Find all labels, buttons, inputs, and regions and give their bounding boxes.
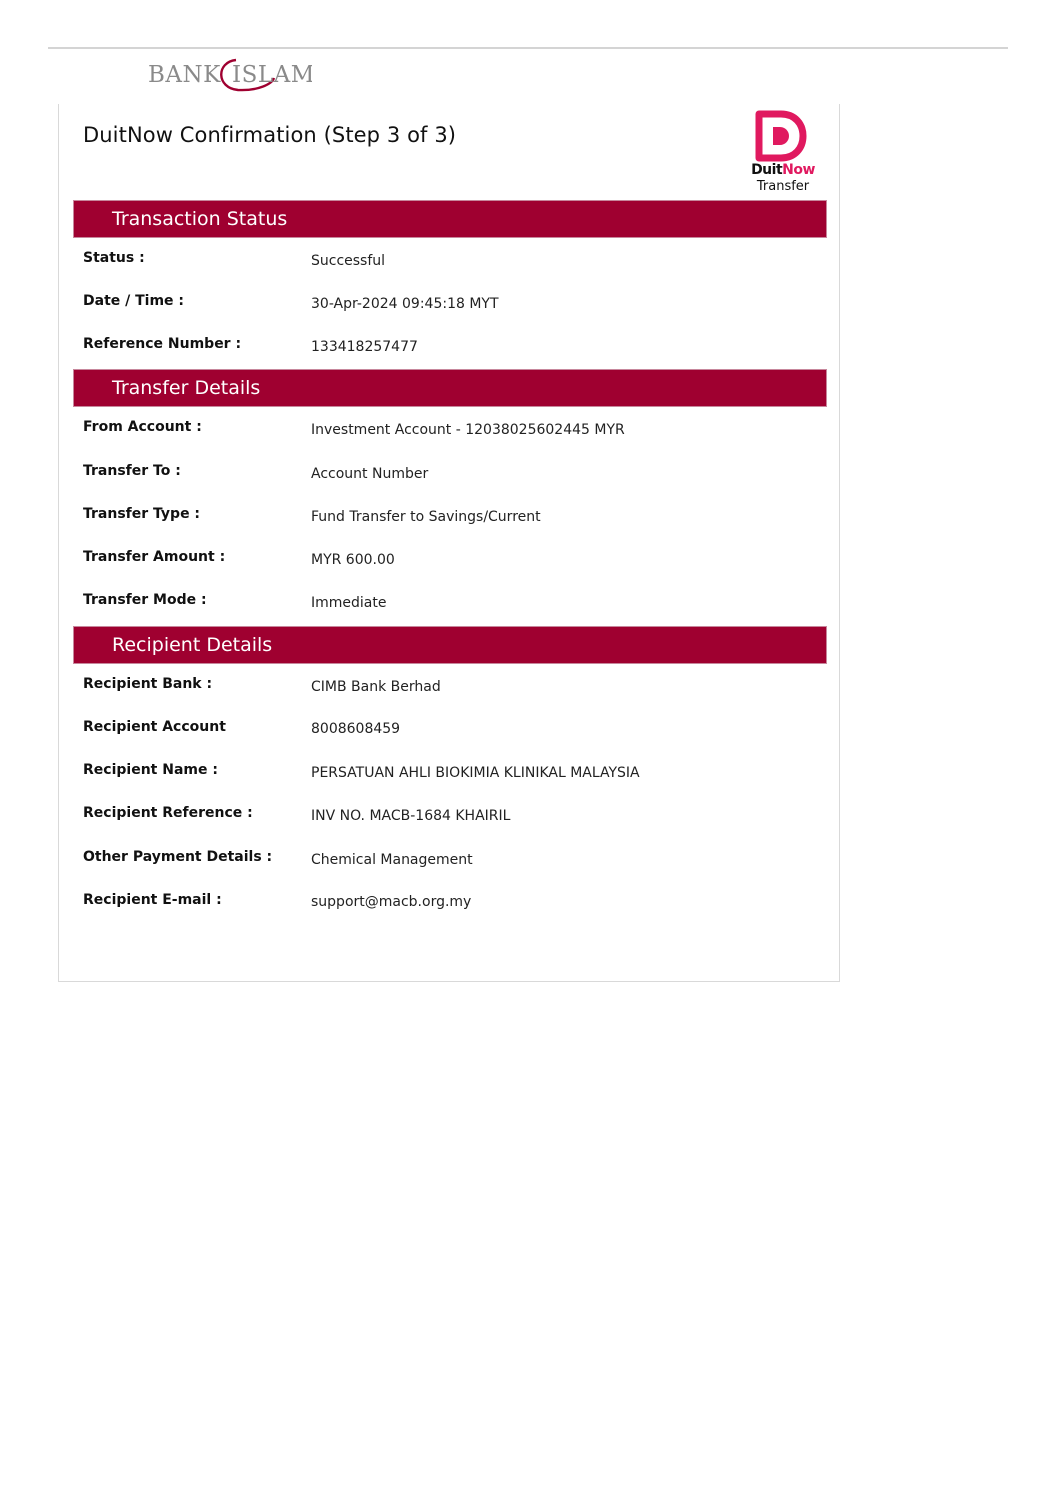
date-time-value: 30-Apr-2024 09:45:18 MYT xyxy=(311,296,499,312)
recipient-account-label: Recipient Account xyxy=(83,719,226,735)
transfer-mode-value: Immediate xyxy=(311,595,387,611)
transfer-to-value: Account Number xyxy=(311,466,429,482)
date-time-label: Date / Time : xyxy=(83,293,185,309)
duitnow-d-icon xyxy=(743,110,823,162)
from-account-value: Investment Account - 12038025602445 MYR xyxy=(311,422,625,438)
recipient-bank-value: CIMB Bank Berhad xyxy=(311,679,441,695)
duitnow-subtitle: Transfer xyxy=(756,179,810,194)
transfer-amount-value: MYR 600.00 xyxy=(311,552,395,568)
duitnow-wordmark: DuitNow xyxy=(751,162,815,178)
page-title: DuitNow Confirmation (Step 3 of 3) xyxy=(83,123,457,147)
transfer-type-label: Transfer Type : xyxy=(83,506,201,522)
recipient-bank-label: Recipient Bank : xyxy=(83,676,213,692)
reference-number-label: Reference Number : xyxy=(83,336,242,352)
recipient-account-value: 8008608459 xyxy=(311,721,401,737)
duitnow-transfer-logo xyxy=(743,110,823,196)
transfer-mode-label: Transfer Mode : xyxy=(83,592,207,608)
other-payment-details-label: Other Payment Details : xyxy=(83,849,273,865)
recipient-name-label: Recipient Name : xyxy=(83,762,218,778)
confirmation-card xyxy=(58,104,840,982)
transfer-to-label: Transfer To : xyxy=(83,463,181,479)
svg-text:BANK: BANK xyxy=(148,62,221,88)
status-value: Successful xyxy=(311,253,386,269)
from-account-label: From Account : xyxy=(83,419,202,435)
recipient-email-label: Recipient E-mail : xyxy=(83,892,222,908)
recipient-name-value: PERSATUAN AHLI BIOKIMIA KLINIKAL MALAYSIA xyxy=(311,765,640,781)
transfer-amount-label: Transfer Amount : xyxy=(83,549,226,565)
recipient-reference-value: INV NO. MACB-1684 KHAIRIL xyxy=(311,808,511,824)
section-header-transaction-status: Transaction Status xyxy=(73,200,827,238)
other-payment-details-value: Chemical Management xyxy=(311,852,473,868)
status-label: Status : xyxy=(83,250,145,266)
transfer-type-value: Fund Transfer to Savings/Current xyxy=(311,509,541,525)
top-divider xyxy=(48,47,1008,49)
section-header-recipient-details: Recipient Details xyxy=(73,626,827,664)
section-header-transfer-details: Transfer Details xyxy=(73,369,827,407)
reference-number-value: 133418257477 xyxy=(311,339,418,355)
recipient-email-value: support@macb.org.my xyxy=(311,894,472,910)
recipient-reference-label: Recipient Reference : xyxy=(83,805,253,821)
bank-islam-logo xyxy=(146,54,312,98)
svg-text:ISLAM: ISLAM xyxy=(232,62,312,88)
